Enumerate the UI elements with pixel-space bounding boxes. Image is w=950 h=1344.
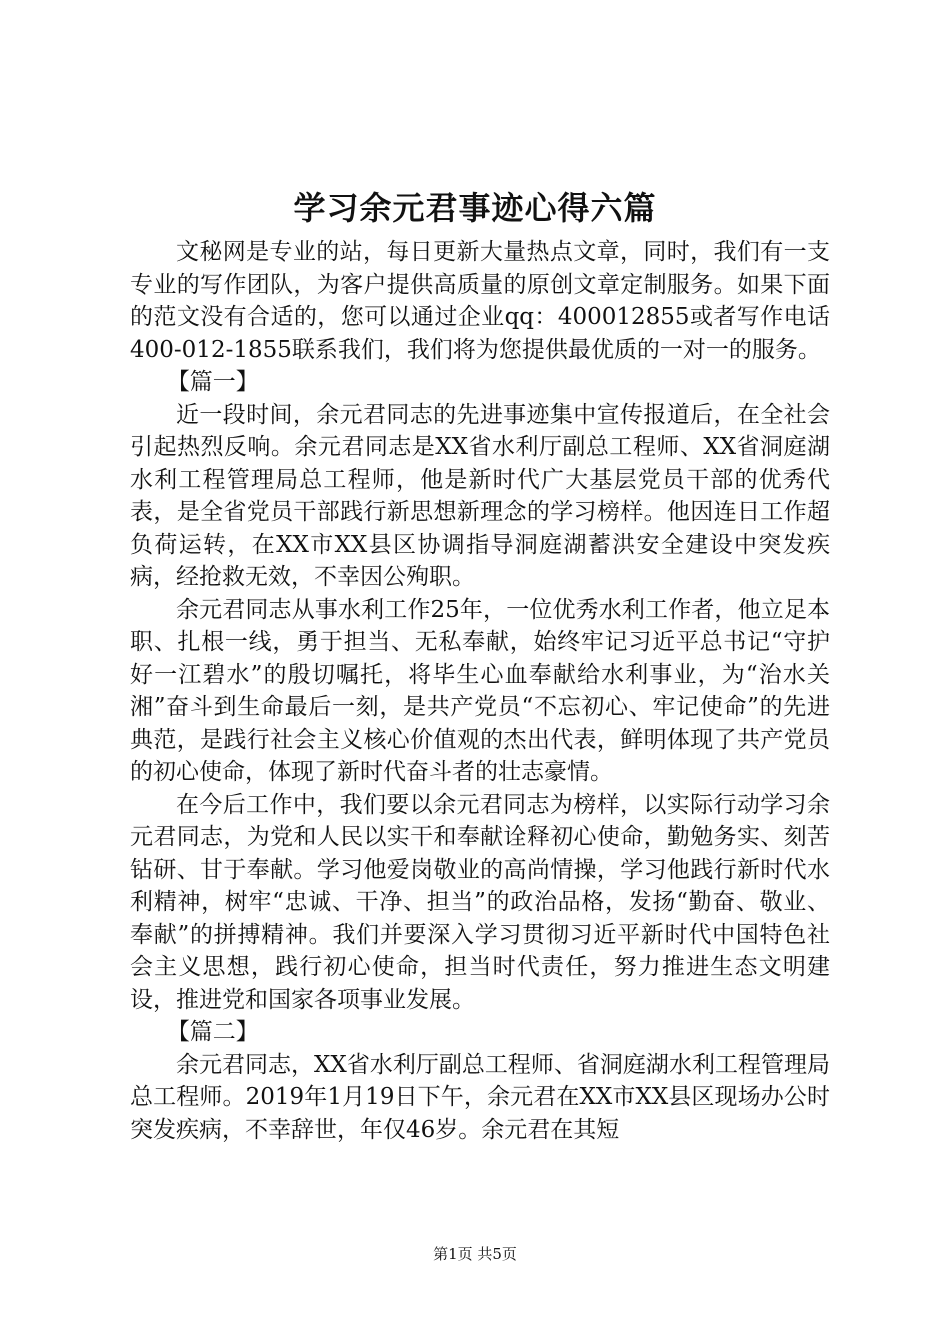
section2-paragraph-1: 余元君同志，XX省水利厅副总工程师、省洞庭湖水利工程管理局总工程师。2019年1月19日下午，余元君在XX市XX县区现场办公时突发疾病，不幸辞世，年仅46岁。余元君在其短 bbox=[130, 1051, 830, 1143]
section1-paragraph-2: 余元君同志从事水利工作25年，一位优秀水利工作者，他立足本职、扎根一线，勇于担当、无私奉献，始终牢记习近平总书记“守护好一江碧水”的殷切嘱托，将毕生心血奉献给水利事业，为“治水关湘”奋斗到生命最后一刻，是共产党员“不忘初心、牢记使命”的先进典范，是践行社会主义核心价值观的杰出代表，鲜明体现了共产党员的初心使命，体现了新时代奋斗者的壮志豪情。 bbox=[130, 596, 830, 785]
section1-paragraph-1: 近一段时间，余元君同志的先进事迹集中宣传报道后，在全社会引起热烈反响。余元君同志是XX省水利厅副总工程师、XX省洞庭湖水利工程管理局总工程师，他是新时代广大基层党员干部的优秀代表，是全省党员干部践行新思想新理念的学习榜样。他因连日工作超负荷运转，在XX市XX县区协调指导洞庭湖蓄洪安全建设中突发疾病，经抢救无效，不幸因公殉职。 bbox=[130, 401, 830, 590]
section-heading-1: 【篇一】 bbox=[166, 369, 259, 395]
intro-paragraph: 文秘网是专业的站，每日更新大量热点文章，同时，我们有一支专业的写作团队，为客户提供高质量的原创文章定制服务。如果下面的范文没有合适的，您可以通过企业qq：400012855或者写作电话400-012-1855联系我们，我们将为您提供最优质的一对一的服务。 bbox=[130, 239, 830, 363]
section-heading-2: 【篇二】 bbox=[166, 1019, 259, 1045]
page-footer: 第1页 共5页 bbox=[433, 1245, 517, 1263]
page-title: 学习余元君事迹心得六篇 bbox=[293, 189, 657, 227]
section1-paragraph-3: 在今后工作中，我们要以余元君同志为榜样，以实际行动学习余元君同志，为党和人民以实干和奉献诠释初心使命，勤勉务实、刻苦钻研、甘于奉献。学习他爱岗敬业的高尚情操，学习他践行新时代水利精神，树牢“忠诚、干净、担当”的政治品格，发扬“勤奋、敬业、奉献”的拼搏精神。我们并要深入学习贯彻习近平新时代中国特色社会主义思想，践行初心使命，担当时代责任，努力推进生态文明建设，推进党和国家各项事业发展。 bbox=[130, 791, 830, 1013]
document-body bbox=[130, 236, 830, 1146]
